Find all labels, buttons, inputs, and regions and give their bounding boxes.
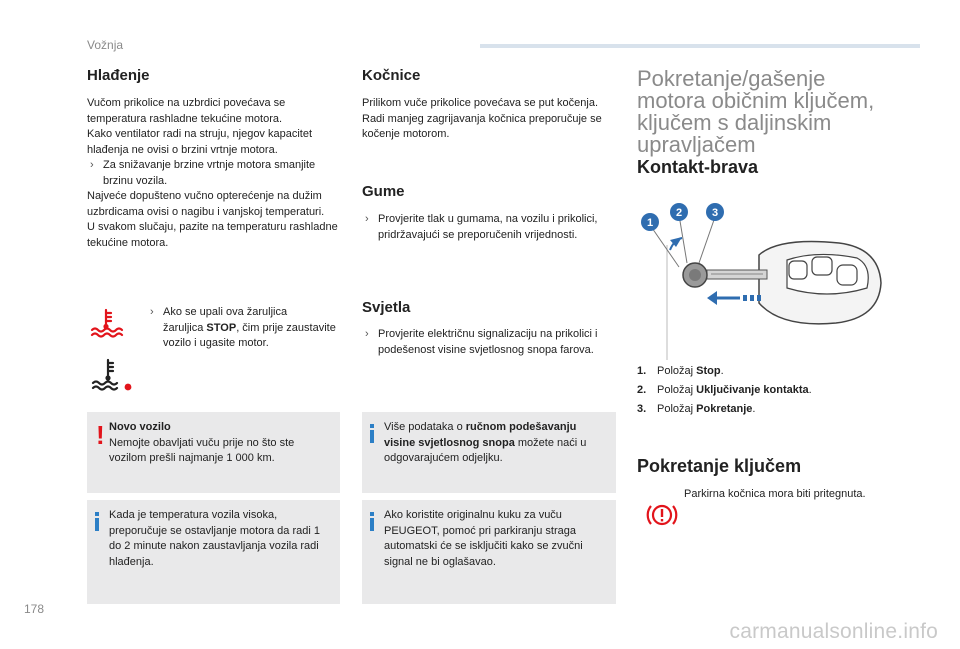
ignition-key-illustration [637, 195, 897, 360]
warning-post: , čim prije zaustavite vozilo i ugasite motor. [163, 321, 336, 349]
cooling-info-box [87, 500, 340, 604]
cooling-info-text: Kada je temperatura vozila visoka, preporučuje se ostavljanje motora da radi 1 do 2 minute nakon zaustavljanja vozila radi hlađenja. [109, 509, 320, 568]
heading-kontakt-brava: Kontakt-brava [637, 157, 759, 177]
hladjenje-p4: U svakom slučaju, pazite na temperaturu rashladne tekućine motora. [87, 221, 338, 249]
hladjenje-text [87, 96, 342, 251]
header-bar [480, 44, 920, 48]
title-line-4: upravljačem [637, 132, 756, 157]
coolant-warning-text [147, 305, 342, 352]
warning-word: žaruljica [163, 321, 204, 334]
svjetla-bullet: › Provjerite električnu signalizaciju na prikolici i podešenost visine svjetlosnog snopa farova. [362, 327, 617, 358]
heading-kocnice: Kočnice [362, 67, 421, 84]
headlamp-info-post: možete naći u odgovarajućem odjeljku. [384, 436, 587, 464]
headlamp-info-pre: Više podataka o [384, 421, 466, 433]
list-item: 2. Položaj Uključivanje kontakta. [637, 384, 812, 396]
callout-2: 2 [675, 207, 683, 219]
section-title-block [637, 68, 927, 156]
hladjenje-p3: Najveće dopušteno vučno opterećenje na dužim uzbrdicama ovisi o nagibu i vanjskoj temperaturi. [87, 190, 325, 218]
svjetla-text [362, 327, 617, 358]
gume-text [362, 212, 617, 243]
heading-gume: Gume [362, 183, 405, 200]
footer-watermark: carmanualsonline.info [729, 620, 938, 643]
parking-brake-text: Parkirna kočnica mora biti pritegnuta. [684, 488, 866, 500]
hladjenje-bullet: › Za snižavanje brzine vrtnje motora smanjite brzinu vozila. [87, 158, 342, 189]
heading-pokretanje-kljucem: Pokretanje ključem [637, 456, 802, 476]
title-line-3: ključem s daljinskim [637, 110, 832, 135]
callout-1: 1 [646, 217, 654, 229]
title-line-1: Pokretanje/gašenje [637, 66, 826, 91]
page-number: 178 [24, 602, 45, 616]
hladjenje-p2: Kako ventilator radi na struju, njegov kapacitet hlađenja ne ovisi o brzini vrtnje motora. [87, 128, 313, 156]
stop-word: STOP [206, 321, 237, 334]
towbar-info-text: Ako koristite originalnu kuku za vuču PEUGEOT, pomoć pri parkiranju straga automatski će se isključiti kako se zvučni signal ne bi oglašavao. [384, 509, 583, 568]
coolant-warning-line2 [147, 321, 342, 352]
new-vehicle-text [109, 420, 331, 467]
heading-svjetla: Svjetla [362, 299, 411, 316]
list-item: 3. Položaj Pokretanje. [637, 403, 756, 415]
kocnice-p1: Prilikom vuče prikolice povećava se put kočenja. [362, 97, 599, 109]
hladjenje-p1: Vučom prikolice na uzbrdici povećava se temperatura rashladne tekućine motora. [87, 97, 286, 125]
exclamation-icon: ! [96, 420, 105, 450]
coolant-temp-red-icon [88, 308, 124, 338]
brake-warning-icon [645, 500, 679, 530]
kocnice-text [362, 96, 617, 143]
callout-3: 3 [711, 207, 719, 219]
coolant-temp-icon [90, 358, 134, 392]
headlamp-info-text [384, 420, 610, 467]
coolant-warning-line1: › Ako se upali ova žaruljica [147, 305, 342, 321]
headlamp-info-box [362, 412, 616, 493]
towbar-info-box [362, 500, 616, 604]
gume-bullet: › Provjerite tlak u gumama, na vozilu i prikolici, pridržavajući se preporučenih vrijednosti. [362, 212, 617, 243]
new-vehicle-box [87, 412, 340, 493]
ignition-positions-list [637, 362, 917, 419]
new-vehicle-title: Novo vozilo [109, 421, 171, 433]
kocnice-p2: Radi manjeg zagrijavanja kočnica preporučuje se kočenje motorom. [362, 112, 602, 140]
heading-hladjenje: Hlađenje [87, 67, 150, 84]
new-vehicle-body: Nemojte obavljati vuču prije no što ste vozilom prešli najmanje 1 000 km. [109, 436, 295, 464]
section-header: Vožnja [87, 38, 124, 52]
headlamp-info-bold: ručnom podešavanju visine svjetlosnog snopa [384, 421, 577, 449]
info-icon [370, 424, 374, 443]
info-icon [95, 512, 99, 531]
title-line-2: motora običnim ključem, [637, 88, 875, 113]
list-item: 1. Položaj Stop. [637, 365, 724, 377]
info-icon [370, 512, 374, 531]
